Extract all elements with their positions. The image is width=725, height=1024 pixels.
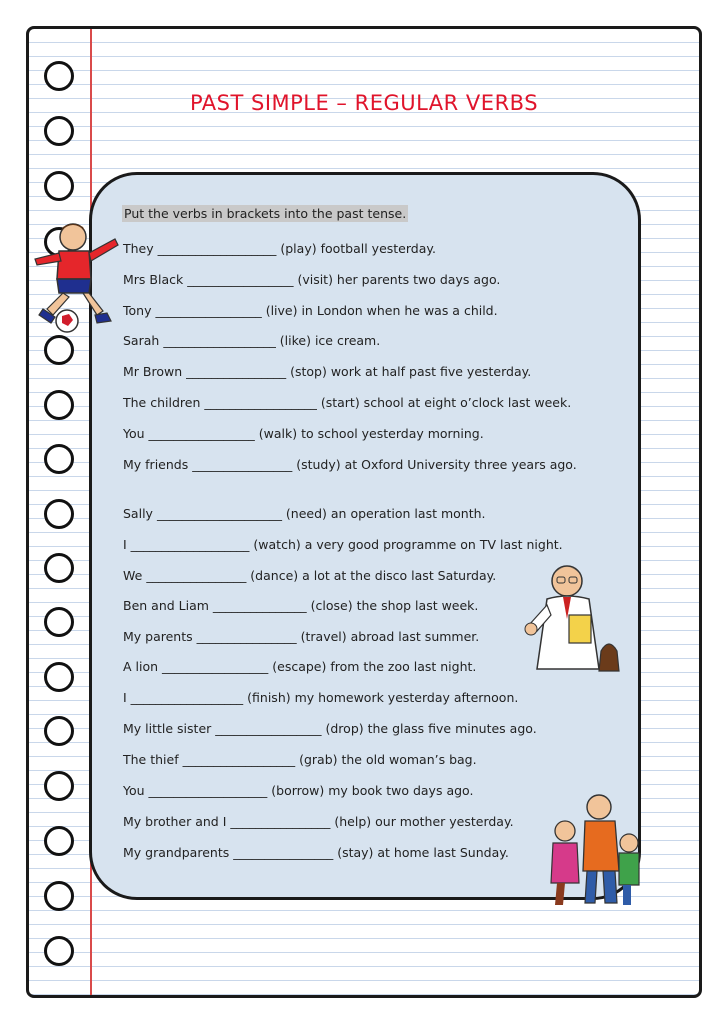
sentence-subject: Ben and Liam [123, 598, 209, 613]
answer-blank[interactable]: _________________ [187, 272, 294, 287]
binder-ring [44, 716, 74, 746]
binder-ring [44, 499, 74, 529]
answer-blank[interactable]: _________________ [148, 426, 255, 441]
answer-blank[interactable]: ________________ [230, 814, 331, 829]
binder-ring [44, 61, 74, 91]
exercise-sentence [123, 456, 603, 473]
answer-blank[interactable]: ________________ [186, 364, 287, 379]
sentence-rest: (need) an operation last month. [285, 506, 486, 521]
answer-blank[interactable]: _________________ [215, 721, 322, 736]
sentence-subject: My little sister [123, 721, 212, 736]
exercise-sentence [123, 394, 603, 411]
binder-ring [44, 936, 74, 966]
sentence-subject: My parents [123, 629, 193, 644]
sentence-rest: (stay) at home last Sunday. [337, 845, 509, 860]
answer-blank[interactable]: __________________ [163, 333, 276, 348]
sentence-rest: (help) our mother yesterday. [334, 814, 514, 829]
sentence-subject: A lion [123, 659, 159, 674]
binder-ring [44, 662, 74, 692]
sentence-subject: My friends [123, 457, 189, 472]
answer-blank[interactable]: __________________ [130, 690, 244, 705]
sentence-rest: (travel) abroad last summer. [300, 629, 480, 644]
sentence-rest: (live) in London when he was a child. [265, 303, 498, 318]
sentence-subject: The children [123, 395, 201, 410]
sentence-subject: Sarah [123, 333, 160, 348]
answer-blank[interactable]: ___________________ [148, 783, 268, 798]
binder-ring [44, 444, 74, 474]
answer-blank[interactable]: _________________ [162, 659, 269, 674]
sentence-rest: (dance) a lot at the disco last Saturday. [250, 568, 497, 583]
exercise-sentence [123, 813, 603, 830]
sentence-rest: (study) at Oxford University three years ago. [296, 457, 577, 472]
sentence-rest: (stop) work at half past five yesterday. [290, 364, 532, 379]
sentence-rest: (grab) the old woman’s bag. [299, 752, 477, 767]
exercise-sentence [123, 751, 603, 768]
sentence-rest: (close) the shop last week. [310, 598, 479, 613]
exercise-sentence [123, 302, 603, 319]
worksheet-title: PAST SIMPLE – REGULAR VERBS [189, 91, 539, 115]
sentence-rest: (watch) a very good programme on TV last night. [253, 537, 563, 552]
exercise-sentence [123, 536, 603, 553]
exercise-sentence [123, 332, 603, 349]
sentence-subject: My grandparents [123, 845, 230, 860]
sentence-subject: We [123, 568, 143, 583]
binder-ring [44, 771, 74, 801]
sentence-subject: They [123, 241, 154, 256]
sentence-subject: Mrs Black [123, 272, 184, 287]
exercise-sentence [123, 240, 603, 257]
sentence-rest: (borrow) my book two days ago. [271, 783, 474, 798]
answer-blank[interactable]: _______________ [212, 598, 307, 613]
answer-blank[interactable]: __________________ [204, 395, 317, 410]
exercise-sentence [123, 689, 603, 706]
binder-ring [44, 171, 74, 201]
answer-blank[interactable]: ________________ [192, 457, 293, 472]
sentence-subject: Sally [123, 506, 153, 521]
binder-ring [44, 553, 74, 583]
binder-ring [44, 116, 74, 146]
exercise-sentence [123, 720, 603, 737]
sentence-subject: The thief [123, 752, 179, 767]
football-player-illustration [26, 217, 125, 337]
sentence-rest: (start) school at eight o’clock last week. [320, 395, 572, 410]
exercise-sentence [123, 271, 603, 288]
answer-blank[interactable]: ___________________ [157, 241, 277, 256]
sentence-subject: I [123, 690, 127, 705]
exercise-sentence [123, 425, 603, 442]
sentence-rest: (visit) her parents two days ago. [297, 272, 501, 287]
answer-blank[interactable]: ________________ [196, 629, 297, 644]
sentence-rest: (escape) from the zoo last night. [272, 659, 477, 674]
answer-blank[interactable]: ___________________ [130, 537, 250, 552]
answer-blank[interactable]: ________________ [146, 568, 247, 583]
sentence-rest: (finish) my homework yesterday afternoon. [247, 690, 519, 705]
instruction-text: Put the verbs in brackets into the past tense. [124, 206, 407, 221]
sentence-rest: (drop) the glass five minutes ago. [325, 721, 537, 736]
answer-blank[interactable]: _________________ [155, 303, 262, 318]
binder-ring [44, 881, 74, 911]
exercise-sentence [123, 782, 603, 799]
binder-ring [44, 826, 74, 856]
family-illustration [543, 791, 643, 913]
sentence-rest: (like) ice cream. [279, 333, 381, 348]
answer-blank[interactable]: __________________ [182, 752, 296, 767]
sentence-subject: You [123, 783, 145, 798]
sentence-subject: My brother and I [123, 814, 227, 829]
exercise-sentence [123, 363, 603, 380]
binder-ring [44, 390, 74, 420]
answer-blank[interactable]: ____________________ [156, 506, 282, 521]
answer-blank[interactable]: ________________ [233, 845, 334, 860]
exercise-sentence [123, 505, 603, 522]
exercise-sentence [123, 844, 603, 861]
sentence-rest: (play) football yesterday. [280, 241, 436, 256]
worksheet-page [26, 26, 702, 998]
binder-ring [44, 335, 74, 365]
doctor-illustration [517, 559, 627, 679]
sentence-subject: Mr Brown [123, 364, 183, 379]
sentence-subject: You [123, 426, 145, 441]
binder-ring [44, 607, 74, 637]
sentence-subject: Tony [123, 303, 152, 318]
sentence-rest: (walk) to school yesterday morning. [258, 426, 484, 441]
sentence-subject: I [123, 537, 127, 552]
